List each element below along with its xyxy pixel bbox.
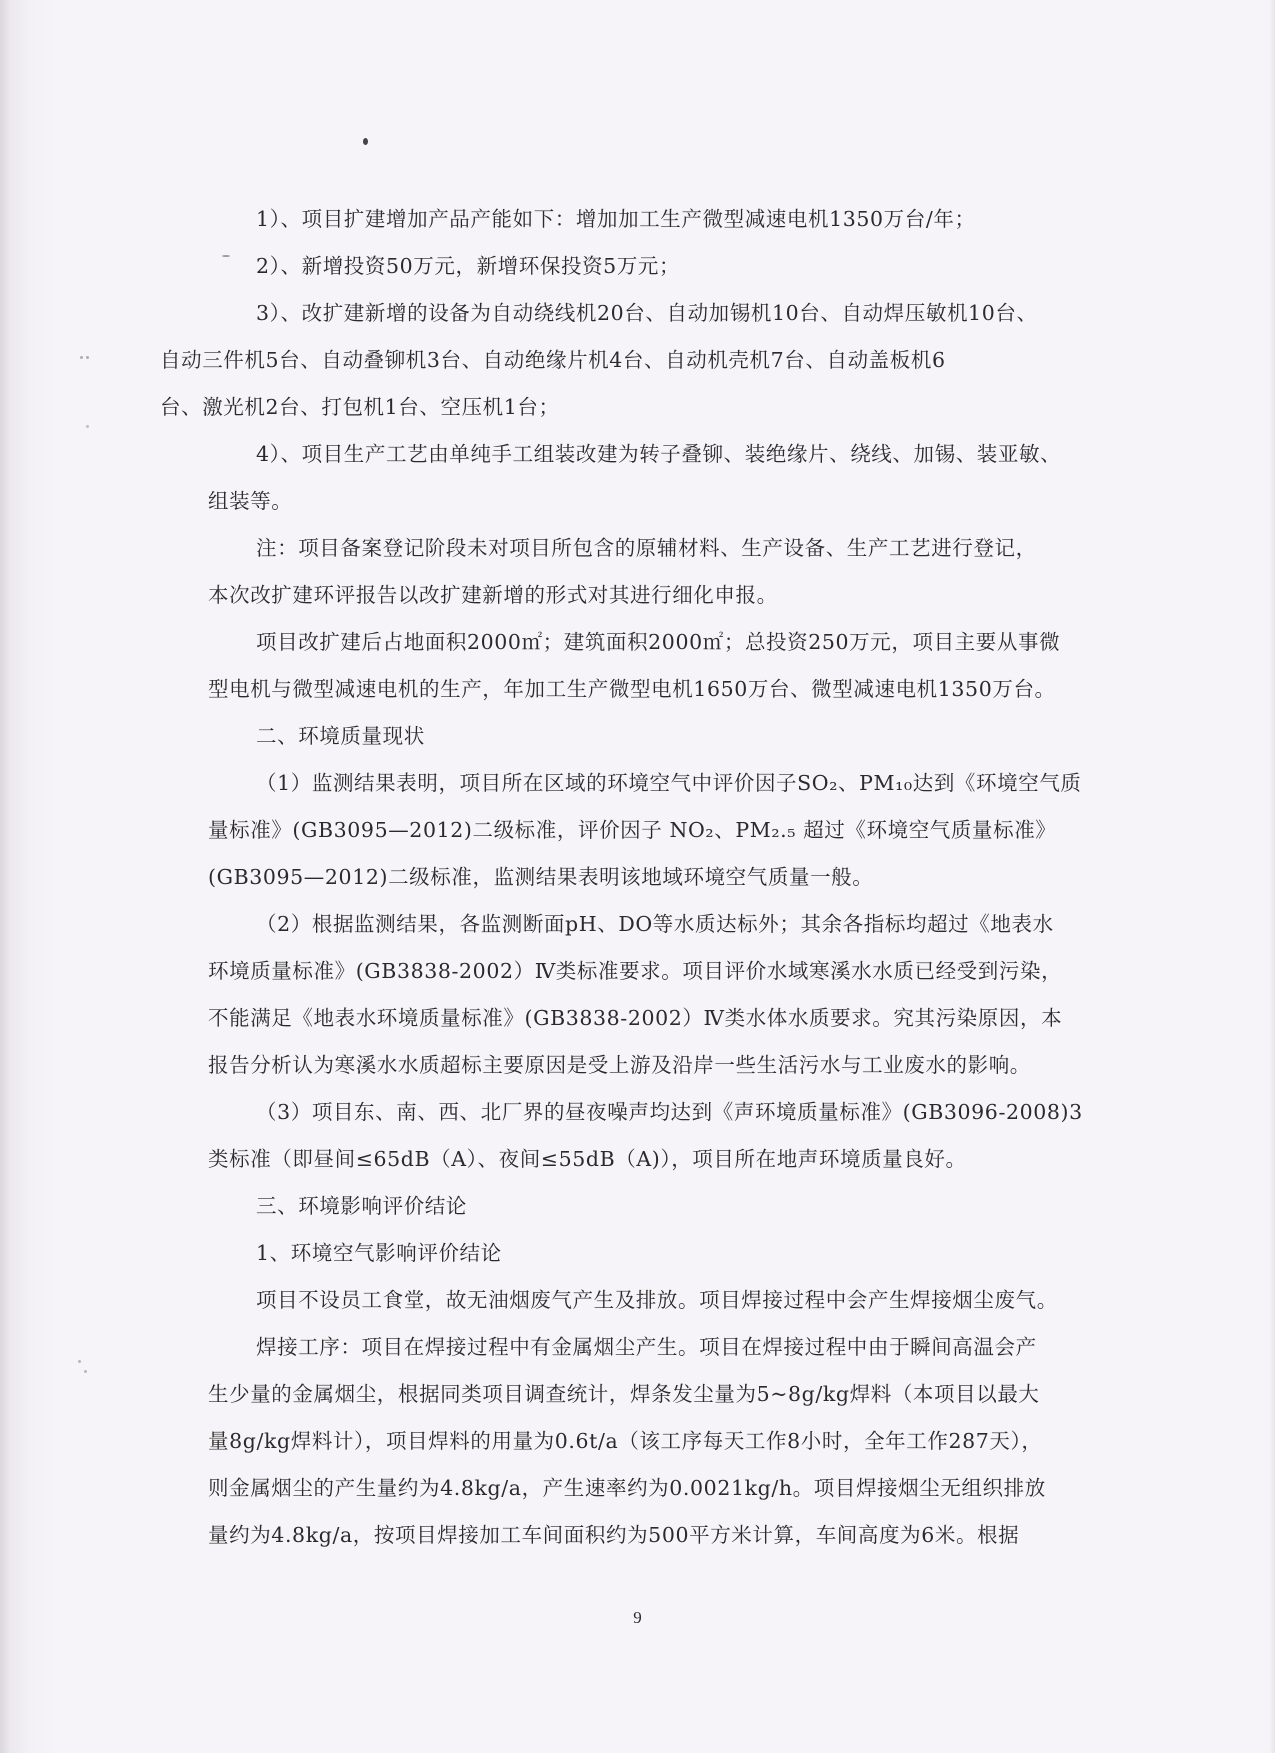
section-heading-3 — [208, 1183, 1152, 1230]
text-line: 台、激光机2台、打包机1台、空压机1台； — [160, 395, 560, 419]
text-line: 报告分析认为寒溪水水质超标主要原因是受上游及沿岸一些生活污水与工业废水的影响。 — [208, 1053, 1031, 1077]
text-line: 则金属烟尘的产生量约为4.8kg/a，产生速率约为0.0021kg/h。项目焊接烟尘无组织排放 — [208, 1476, 1046, 1500]
paragraph-expand-3 — [160, 290, 1152, 431]
text-line: 自动三件机5台、自动叠铆机3台、自动绝缘片机4台、自动机壳机7台、自动盖板机6 — [160, 348, 946, 372]
text-line: 量约为4.8kg/a，按项目焊接加工车间面积约为500平方米计算，车间高度为6米。根据 — [208, 1523, 1020, 1547]
text-line: 1）、项目扩建增加产品产能如下：增加加工生产微型减速电机1350万台/年； — [256, 207, 976, 231]
text-line: 组装等。 — [208, 489, 293, 513]
text-line: 焊接工序：项目在焊接过程中有金属烟尘产生。项目在焊接过程中由于瞬间高温会产 — [256, 1335, 1037, 1359]
scan-speck — [84, 1370, 87, 1373]
paragraph-air-quality — [208, 760, 1152, 901]
text-line: 量8g/kg焊料计），项目焊料的用量为0.6t/a（该工序每天工作8小时，全年工作287天）， — [208, 1429, 1043, 1453]
paragraph-water-quality — [208, 901, 1152, 1089]
text-line: 2）、新增投资50万元，新增环保投资5万元； — [256, 254, 681, 278]
text-line: 不能满足《地表水环境质量标准》(GB3838-2002）Ⅳ类水体水质要求。究其污染原因，本 — [208, 1006, 1063, 1030]
scan-speck — [78, 1360, 81, 1363]
text-line: 注：项目备案登记阶段未对项目所包含的原辅材料、生产设备、生产工艺进行登记， — [256, 536, 1037, 560]
scan-speck — [86, 356, 89, 359]
text-line: 项目改扩建后占地面积2000㎡；建筑面积2000㎡；总投资250万元，项目主要从事微 — [256, 630, 1061, 654]
scan-edge — [1269, 0, 1275, 1753]
scan-speck — [86, 425, 89, 428]
text-line: 1、环境空气影响评价结论 — [256, 1241, 502, 1265]
text-line: （1）监测结果表明，项目所在区域的环境空气中评价因子SO₂、PM₁₀达到《环境空气质 — [256, 771, 1082, 795]
paragraph-expand-2 — [208, 243, 1152, 290]
text-line: 类标准（即昼间≤65dB（A）、夜间≤55dB（A)），项目所在地声环境质量良好。 — [208, 1147, 967, 1171]
text-line: 3）、改扩建新增的设备为自动绕线机20台、自动加锡机10台、自动焊压敏机10台、 — [256, 301, 1038, 325]
paragraph-expand-4 — [208, 431, 1152, 525]
section-heading-2 — [208, 713, 1152, 760]
scan-speck — [363, 138, 368, 145]
paragraph-noise — [208, 1089, 1152, 1183]
text-line: （3）项目东、南、西、北厂界的昼夜噪声均达到《声环境质量标准》(GB3096-2008)3 — [256, 1100, 1083, 1124]
paragraph-summary — [208, 619, 1152, 713]
text-line: 三、环境影响评价结论 — [256, 1194, 467, 1218]
paragraph-welding — [208, 1324, 1152, 1559]
text-line: 4）、项目生产工艺由单纯手工组装改建为转子叠铆、装绝缘片、绕线、加锡、装亚敏、 — [256, 442, 1062, 466]
paragraph-expand-1 — [208, 196, 1152, 243]
scan-speck — [80, 356, 83, 359]
text-line: 环境质量标准》(GB3838-2002）Ⅳ类标准要求。项目评价水域寒溪水水质已经受到污染， — [208, 959, 1063, 983]
document-body — [160, 196, 1152, 1559]
text-line: 量标准》(GB3095—2012)二级标准，评价因子 NO₂、PM₂.₅ 超过《环境空气质量标准》 — [208, 818, 1057, 842]
text-line: 项目不设员工食堂，故无油烟废气产生及排放。项目焊接过程中会产生焊接烟尘废气。 — [256, 1288, 1058, 1312]
paragraph-note — [208, 525, 1152, 619]
text-line: （2）根据监测结果，各监测断面pH、DO等水质达标外；其余各指标均超过《地表水 — [256, 912, 1054, 936]
subsection-heading-3-1 — [208, 1230, 1152, 1277]
text-line: 生少量的金属烟尘，根据同类项目调查统计，焊条发尘量为5~8g/kg焊料（本项目以最大 — [208, 1382, 1040, 1406]
text-line: 二、环境质量现状 — [256, 724, 425, 748]
text-line: 本次改扩建环评报告以改扩建新增的形式对其进行细化申报。 — [208, 583, 778, 607]
text-line: 型电机与微型减速电机的生产，年加工生产微型电机1650万台、微型减速电机1350万台。 — [208, 677, 1056, 701]
page-number: 9 — [633, 1608, 642, 1627]
text-line: (GB3095—2012)二级标准，监测结果表明该地域环境空气质量一般。 — [208, 865, 874, 889]
paragraph-canteen — [208, 1277, 1152, 1324]
